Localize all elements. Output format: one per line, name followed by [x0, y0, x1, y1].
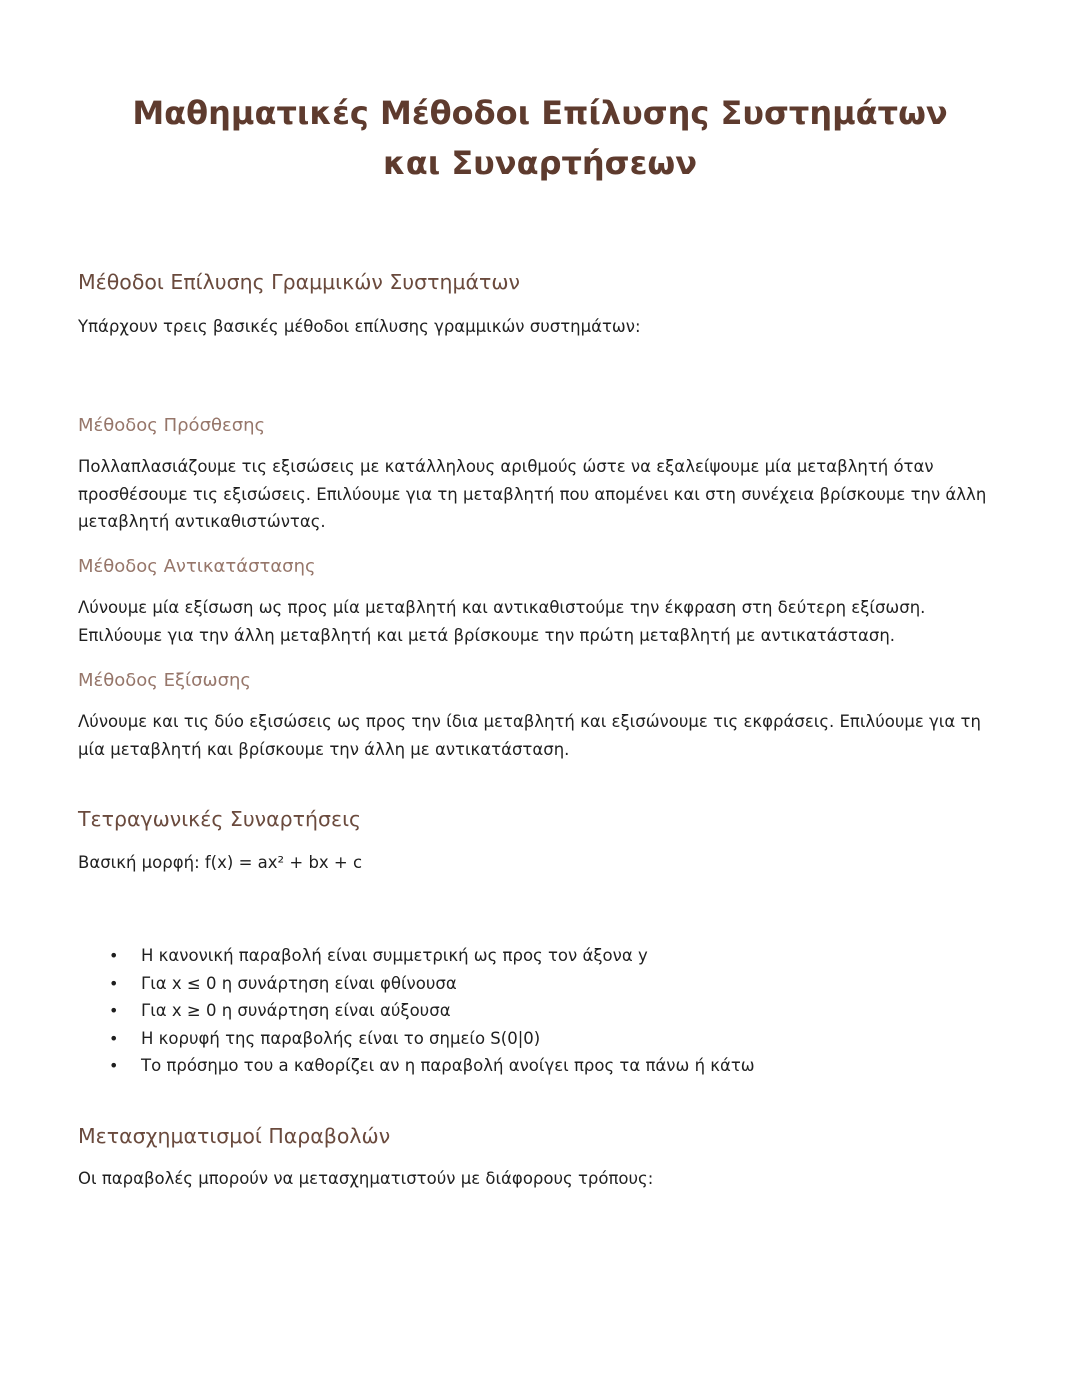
list-item: • Για x ≥ 0 η συνάρτηση είναι αύξουσα — [78, 997, 755, 1025]
list-item: • Η κανονική παραβολή είναι συμμετρική ως προς τον άξονα y — [78, 942, 755, 970]
heading-substitution-method: Μέθοδος Αντικατάστασης — [78, 556, 316, 577]
equation-method-text: Λύνουμε και τις δύο εξισώσεις ως προς την ίδια μεταβλητή και εξισώνουμε τις εκφράσεις. Επιλύουμε για τη μία μεταβλητή και βρίσκουμε την άλλη με αντικατάσταση. — [78, 712, 981, 759]
bullet-icon: • — [109, 1056, 119, 1075]
heading-equation-method: Μέθοδος Εξίσωσης — [78, 670, 251, 691]
quadratic-basic-form: Βασική μορφή: f(x) = ax² + bx + c — [78, 853, 363, 872]
transformations-intro: Οι παραβολές μπορούν να μετασχηματιστούν με διάφορους τρόπους: — [78, 1169, 654, 1188]
heading-parabola-transformations: Μετασχηματισμοί Παραβολών — [78, 1124, 391, 1148]
addition-method-text: Πολλαπλασιάζουμε τις εξισώσεις με κατάλληλους αριθμούς ώστε να εξαλείψουμε μία μεταβλητή όταν προσθέσουμε τις εξισώσεις. Επιλύουμε για τη μεταβλητή που απομένει και στη συνέχεια βρίσκουμε την άλλη μεταβλητή αντικαθιστώντας. — [78, 457, 987, 531]
bullet-icon: • — [109, 1028, 119, 1048]
list-item: • Η κορυφή της παραβολής είναι το σημείο S(0|0) — [78, 1025, 755, 1053]
substitution-method-text: Λύνουμε μία εξίσωση ως προς μία μεταβλητή και αντικαθιστούμε την έκφραση στη δεύτερη εξίσωση. Επιλύουμε για την άλλη μεταβλητή και μετά βρίσκουμε την πρώτη μεταβλητή με αντικατάσταση. — [78, 598, 926, 645]
heading-addition-method: Μέθοδος Πρόσθεσης — [78, 415, 266, 436]
bullet-icon: • — [109, 973, 119, 993]
bullet-icon: • — [109, 946, 119, 965]
list-item: • Το πρόσημο του a καθορίζει αν η παραβολή ανοίγει προς τα πάνω ή κάτω — [78, 1052, 755, 1080]
list-item: • Για x ≤ 0 η συνάρτηση είναι φθίνουσα — [78, 970, 755, 998]
bullet-icon: • — [109, 1001, 119, 1020]
heading-quadratic-functions: Τετραγωνικές Συναρτήσεις — [78, 807, 362, 831]
heading-linear-systems: Μέθοδοι Επίλυσης Γραμμικών Συστημάτων — [78, 270, 520, 294]
page-title: Μαθηματικές Μέθοδοι Επίλυσης Συστημάτων και Συναρτήσεων — [132, 94, 948, 182]
linear-systems-intro: Υπάρχουν τρεις βασικές μέθοδοι επίλυσης γραμμικών συστημάτων: — [78, 317, 641, 336]
quadratic-properties-list — [78, 942, 755, 1080]
